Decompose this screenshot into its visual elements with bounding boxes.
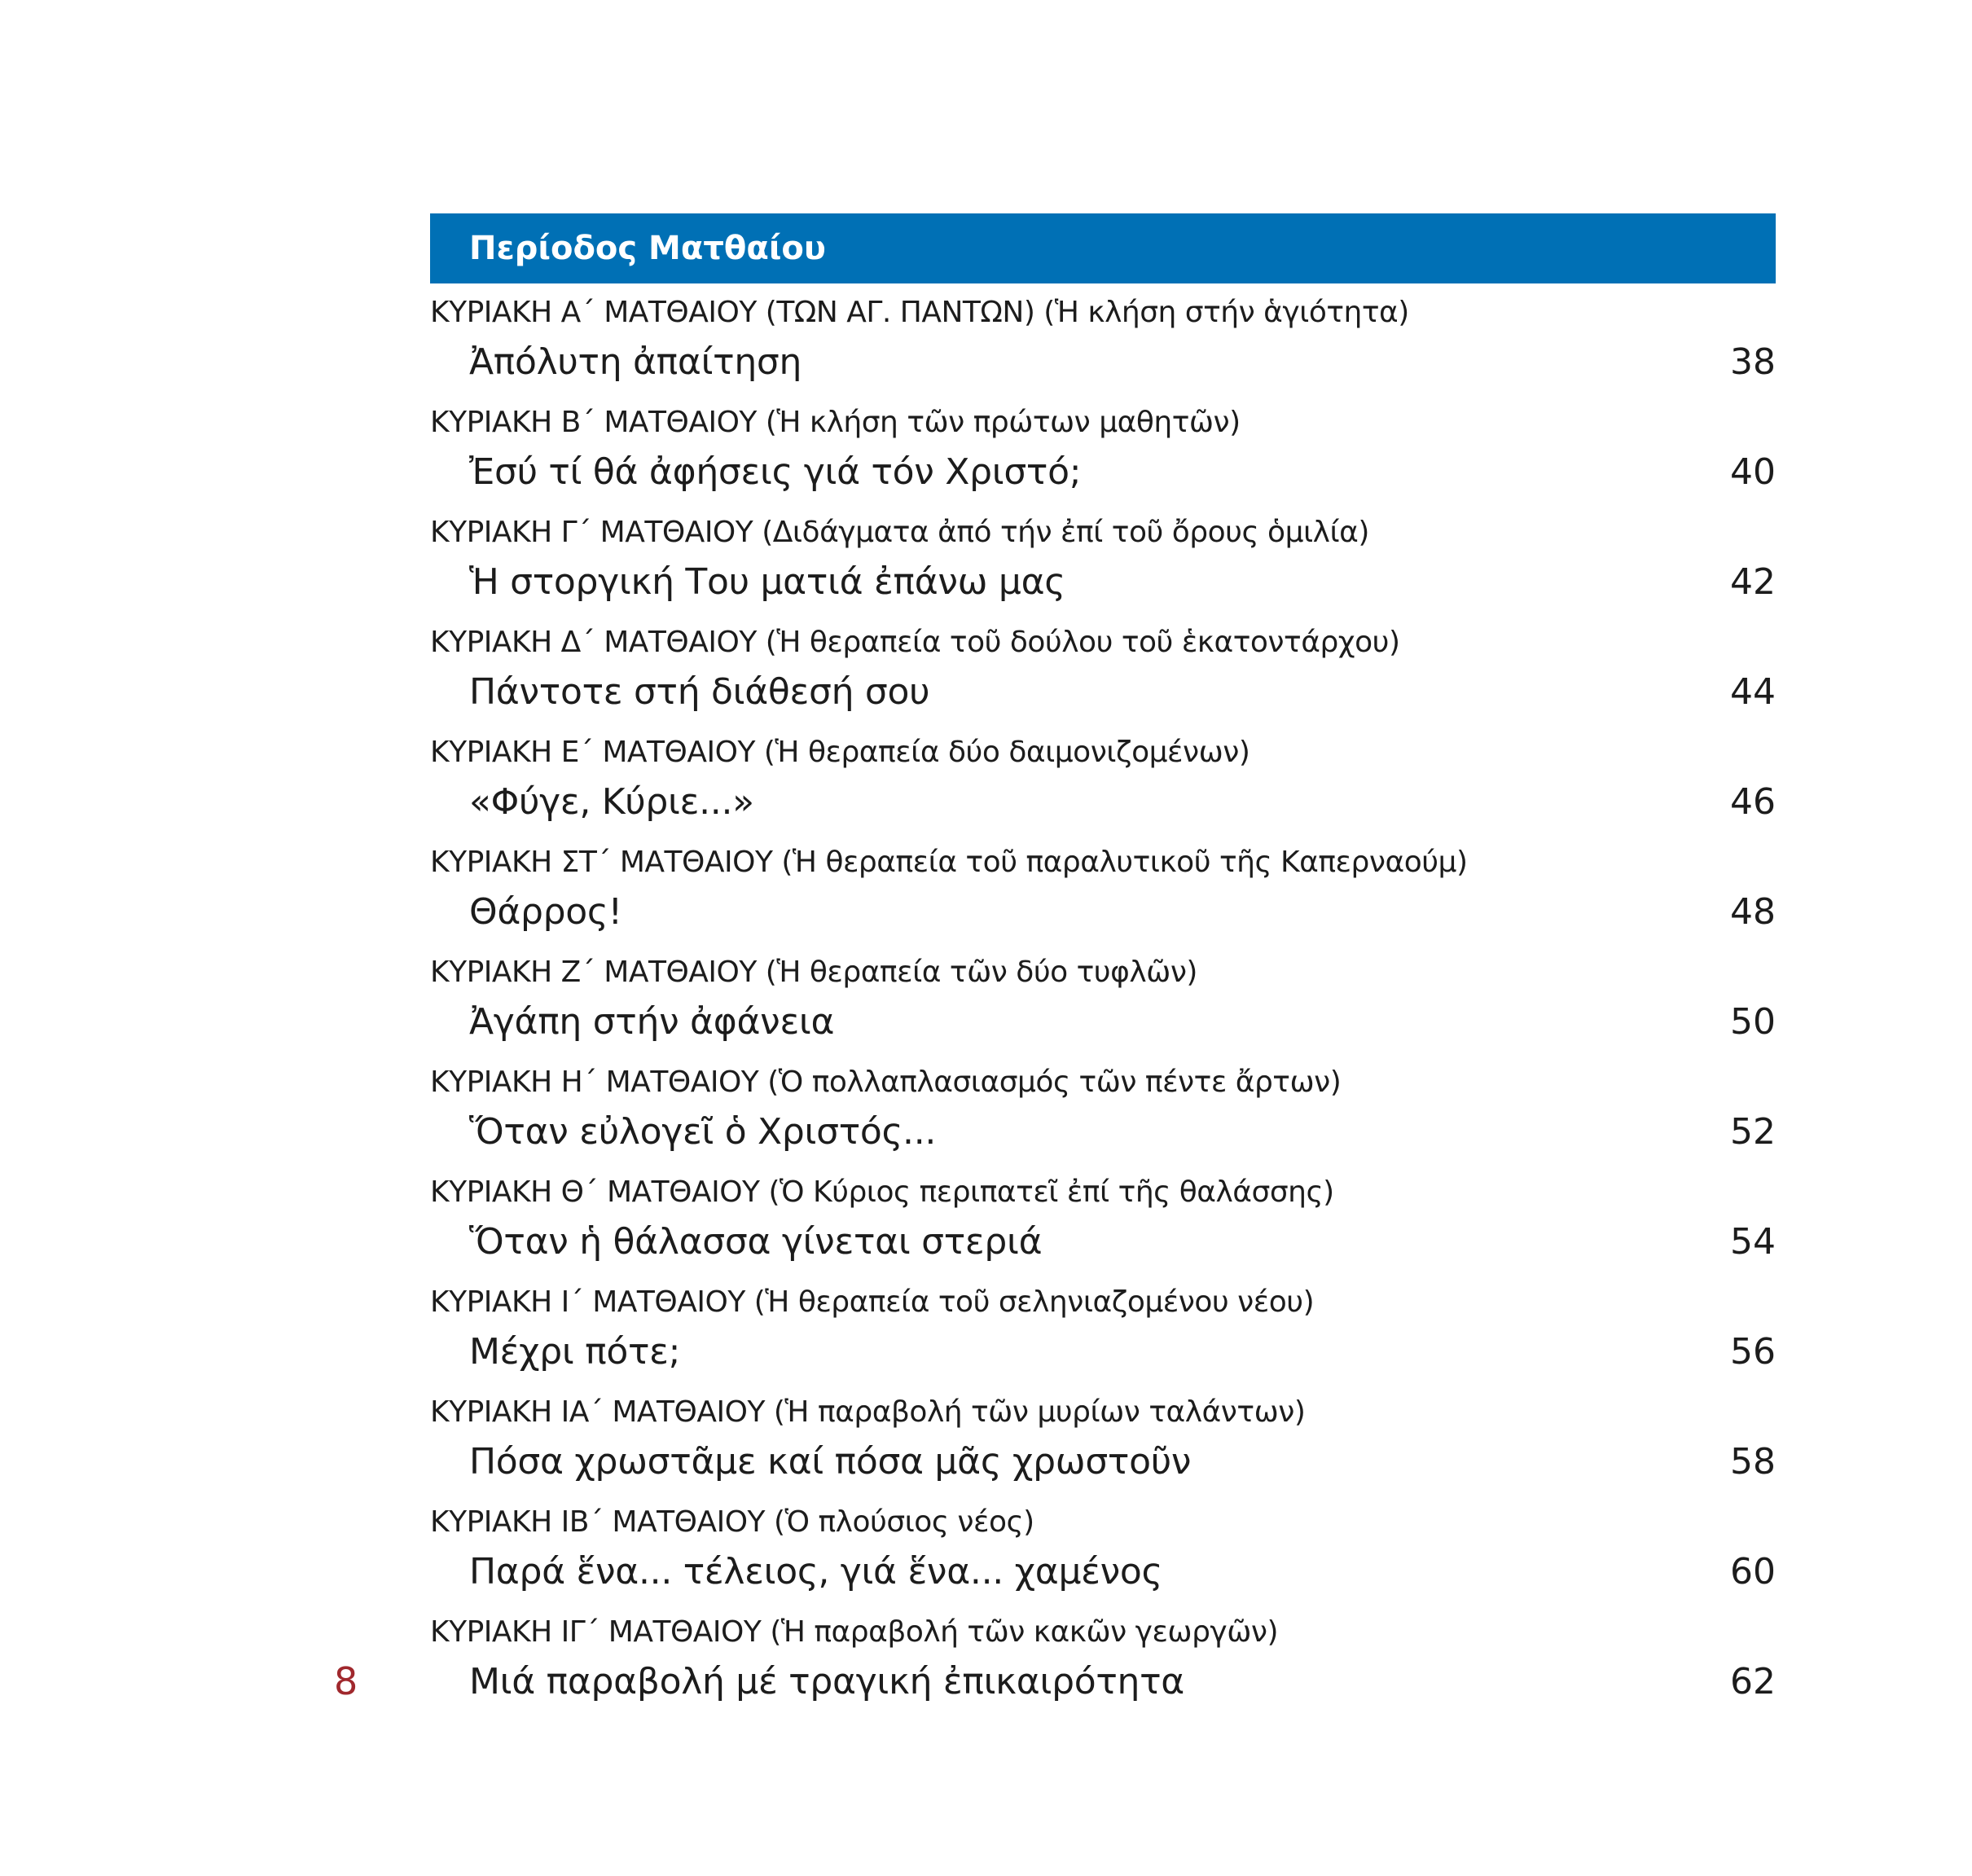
- toc-sunday-heading: ΚΥΡΙΑΚΗ Β΄ ΜΑΤΘΑΙΟΥ (Ἡ κλήση τῶν πρώτων μαθητῶν): [430, 406, 1241, 439]
- toc-entry-title: Ἡ στοργική Του ματιά ἐπάνω μας: [469, 561, 1065, 603]
- folio-page-number: 8: [334, 1659, 358, 1703]
- toc-sunday-heading: ΚΥΡΙΑΚΗ Η΄ ΜΑΤΘΑΙΟΥ (Ὁ πολλαπλασιασμός τῶν πέντε ἄρτων): [430, 1065, 1342, 1099]
- toc-sunday-heading: ΚΥΡΙΑΚΗ Ι΄ ΜΑΤΘΑΙΟΥ (Ἡ θεραπεία τοῦ σεληνιαζομένου νέου): [430, 1285, 1315, 1319]
- toc-entry-title: Μέχρι πότε;: [469, 1331, 681, 1373]
- toc-entry: [430, 945, 1776, 1055]
- toc-entry-title: Ἐσύ τί θά ἀφήσεις γιά τόν Χριστό;: [469, 451, 1082, 493]
- toc-page-number: 44: [1730, 671, 1776, 713]
- toc-entry-title: «Φύγε, Κύριε...»: [469, 781, 754, 823]
- toc-entry-title: Παρά ἕνα... τέλειος, γιά ἕνα... χαμένος: [469, 1551, 1163, 1593]
- toc-page-number: 60: [1730, 1551, 1776, 1593]
- toc-title-row: [430, 1549, 1776, 1596]
- toc-page-number: 42: [1730, 561, 1776, 603]
- toc-title-row: [430, 1329, 1776, 1376]
- toc-entry: [430, 1165, 1776, 1275]
- toc-sunday-heading: ΚΥΡΙΑΚΗ Ζ΄ ΜΑΤΘΑΙΟΥ (Ἡ θεραπεία τῶν δύο τυφλῶν): [430, 956, 1197, 989]
- toc-page-number: 58: [1730, 1441, 1776, 1483]
- toc-page-number: 46: [1730, 781, 1776, 823]
- toc-sunday-heading: ΚΥΡΙΑΚΗ ΙΑ΄ ΜΑΤΘΑΙΟΥ (Ἡ παραβολή τῶν μυρίων ταλάντων): [430, 1395, 1306, 1429]
- toc-entry-title: Ὅταν ἡ θάλασσα γίνεται στεριά: [469, 1221, 1043, 1263]
- toc-title-row: [430, 559, 1776, 606]
- toc-title-row: [430, 669, 1776, 716]
- toc-entry-title: Ἀγάπη στήν ἀφάνεια: [469, 1001, 835, 1043]
- toc-entry: [430, 395, 1776, 505]
- toc-page-number: 62: [1730, 1661, 1776, 1702]
- toc-page-number: 40: [1730, 451, 1776, 493]
- toc-title-row: [430, 1219, 1776, 1266]
- section-header-bar: [430, 213, 1776, 283]
- toc-page-number: 50: [1730, 1001, 1776, 1043]
- toc-sunday-heading: ΚΥΡΙΑΚΗ Δ΄ ΜΑΤΘΑΙΟΥ (Ἡ θεραπεία τοῦ δούλου τοῦ ἑκατοντάρχου): [430, 626, 1400, 659]
- toc-sunday-heading: ΚΥΡΙΑΚΗ Α΄ ΜΑΤΘΑΙΟΥ (ΤΩΝ ΑΓ. ΠΑΝΤΩΝ) (Ἡ κλήση στήν ἁγιότητα): [430, 296, 1409, 329]
- toc-entry: [430, 725, 1776, 835]
- toc-entry: [430, 835, 1776, 945]
- toc-sunday-heading: ΚΥΡΙΑΚΗ ΙΓ΄ ΜΑΤΘΑΙΟΥ (Ἡ παραβολή τῶν κακῶν γεωργῶν): [430, 1615, 1279, 1649]
- toc-entry: [430, 285, 1776, 395]
- toc-title-row: [430, 779, 1776, 826]
- toc-entry: [430, 1495, 1776, 1605]
- section-title: Περίοδος Ματθαίου: [469, 230, 826, 267]
- toc-sunday-heading: ΚΥΡΙΑΚΗ Ε΄ ΜΑΤΘΑΙΟΥ (Ἡ θεραπεία δύο δαιμονιζομένων): [430, 736, 1250, 769]
- toc-entry: [430, 505, 1776, 615]
- toc-page-number: 56: [1730, 1331, 1776, 1373]
- toc-entry: [430, 1605, 1776, 1715]
- toc-entry: [430, 615, 1776, 725]
- toc-page-number: 52: [1730, 1111, 1776, 1153]
- toc-title-row: [430, 889, 1776, 936]
- toc-title-row: [430, 1109, 1776, 1156]
- toc-title-row: [430, 1659, 1776, 1706]
- toc-entry-title: Πόσα χρωστᾶμε καί πόσα μᾶς χρωστοῦν: [469, 1441, 1192, 1483]
- toc-sunday-heading: ΚΥΡΙΑΚΗ ΣΤ΄ ΜΑΤΘΑΙΟΥ (Ἡ θεραπεία τοῦ παραλυτικοῦ τῆς Καπερναούμ): [430, 846, 1468, 879]
- toc-entry-title: Πάντοτε στή διάθεσή σου: [469, 671, 930, 713]
- table-of-contents: [430, 285, 1776, 1715]
- toc-title-row: [430, 449, 1776, 496]
- toc-sunday-heading: ΚΥΡΙΑΚΗ ΙΒ΄ ΜΑΤΘΑΙΟΥ (Ὁ πλούσιος νέος): [430, 1505, 1034, 1539]
- toc-title-row: [430, 999, 1776, 1046]
- toc-entry-title: Μιά παραβολή μέ τραγική ἐπικαιρότητα: [469, 1661, 1185, 1702]
- toc-title-row: [430, 1439, 1776, 1486]
- toc-entry-title: Ὅταν εὐλογεῖ ὁ Χριστός...: [469, 1111, 937, 1153]
- toc-page-number: 48: [1730, 891, 1776, 933]
- toc-title-row: [430, 339, 1776, 386]
- toc-sunday-heading: ΚΥΡΙΑΚΗ Γ΄ ΜΑΤΘΑΙΟΥ (Διδάγματα ἀπό τήν ἐπί τοῦ ὄρους ὁμιλία): [430, 516, 1369, 549]
- toc-entry: [430, 1275, 1776, 1385]
- toc-sunday-heading: ΚΥΡΙΑΚΗ Θ΄ ΜΑΤΘΑΙΟΥ (Ὁ Κύριος περιπατεῖ ἐπί τῆς θαλάσσης): [430, 1175, 1334, 1209]
- toc-entry: [430, 1055, 1776, 1165]
- toc-entry: [430, 1385, 1776, 1495]
- toc-page-number: 38: [1730, 341, 1776, 383]
- toc-page-number: 54: [1730, 1221, 1776, 1263]
- toc-entry-title: Ἀπόλυτη ἀπαίτηση: [469, 341, 802, 383]
- toc-entry-title: Θάρρος!: [469, 891, 622, 933]
